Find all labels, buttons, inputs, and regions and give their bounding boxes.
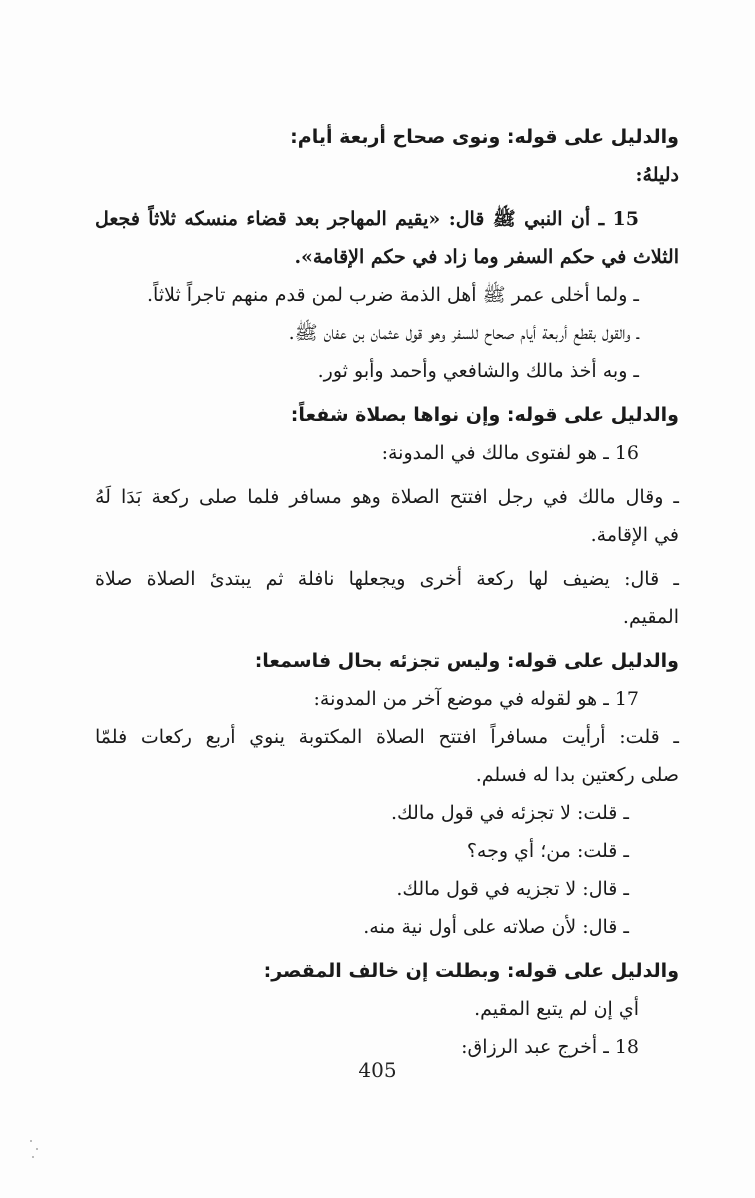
dialogue-line-4: ـ قال: لأن صلاته على أول نية منه. (363, 916, 629, 938)
bullet-malik-shafii: ـ وبه أخذ مالك والشافعي وأحمد وأبو ثور. (317, 360, 639, 382)
section-heading-tujziuhu: والدليل على قوله: وليس تجزئه بحال فاسمعا: (254, 650, 679, 672)
section-heading-muqassir: والدليل على قوله: وبطلت إن خالف المقصر: (263, 960, 679, 982)
dialogue-line-3: ـ قال: لا تجزيه في قول مالك. (396, 878, 629, 900)
section-heading-four-days: والدليل على قوله: ونوى صحاح أربعة أيام: (290, 126, 679, 148)
bullet-umar: ـ ولما أخلى عمر ﷺ أهل الذمة ضرب لمن قدم منهم تاجراً ثلاثاً. (147, 284, 639, 306)
paragraph-17-line-1: ـ قلت: أرأيت مسافراً افتتح الصلاة المكتوبة ينوي أربع ركعات فلمّا (95, 726, 679, 748)
paragraph-16-line-2: في الإقامة. (590, 524, 679, 546)
paragraph-16-line-1: ـ وقال مالك في رجل افتتح الصلاة وهو مسافر فلما صلى ركعة بَدَا لَهُ (95, 486, 679, 508)
paragraph-15-line-2: الثلاث في حكم السفر وما زاد في حكم الإقامة». (294, 246, 679, 268)
paragraph-16-intro: 16 ـ هو لفتوى مالك في المدونة: (381, 442, 639, 464)
paragraph-15-line-1: 15 ـ أن النبي ﷺ قال: «يقيم المهاجر بعد قضاء منسكه ثلاثاً فجعل (95, 208, 639, 230)
explanation-line: أي إن لم يتبع المقيم. (474, 998, 639, 1020)
page-number: 405 (358, 1058, 397, 1082)
paragraph-16-answer-line-2: المقيم. (622, 606, 679, 628)
page-body (95, 118, 679, 1066)
paragraph-17-intro: 17 ـ هو لقوله في موضع آخر من المدونة: (313, 688, 639, 710)
paragraph-18-intro: 18 ـ أخرج عبد الرزاق: (461, 1036, 639, 1058)
bullet-uthman: ـ والقول بقطع أربعة أيام صحاح للسفر وهو قول عثمان بن عفان ﷺ. (288, 322, 639, 344)
scan-speck (30, 1140, 44, 1160)
dialogue-line-2: ـ قلت: من؛ أي وجه؟ (466, 840, 629, 862)
paragraph-17-line-2: صلى ركعتين بدا له فسلم. (475, 764, 679, 786)
dialogue-line-1: ـ قلت: لا تجزئه في قول مالك. (390, 802, 629, 824)
evidence-label: دليلهُ: (635, 164, 679, 186)
paragraph-16-answer-line-1: ـ قال: يضيف لها ركعة أخرى ويجعلها نافلة ثم يبتدئ الصلاة صلاة (95, 568, 679, 590)
section-heading-shafan: والدليل على قوله: وإن نواها بصلاة شفعاً: (290, 404, 679, 426)
